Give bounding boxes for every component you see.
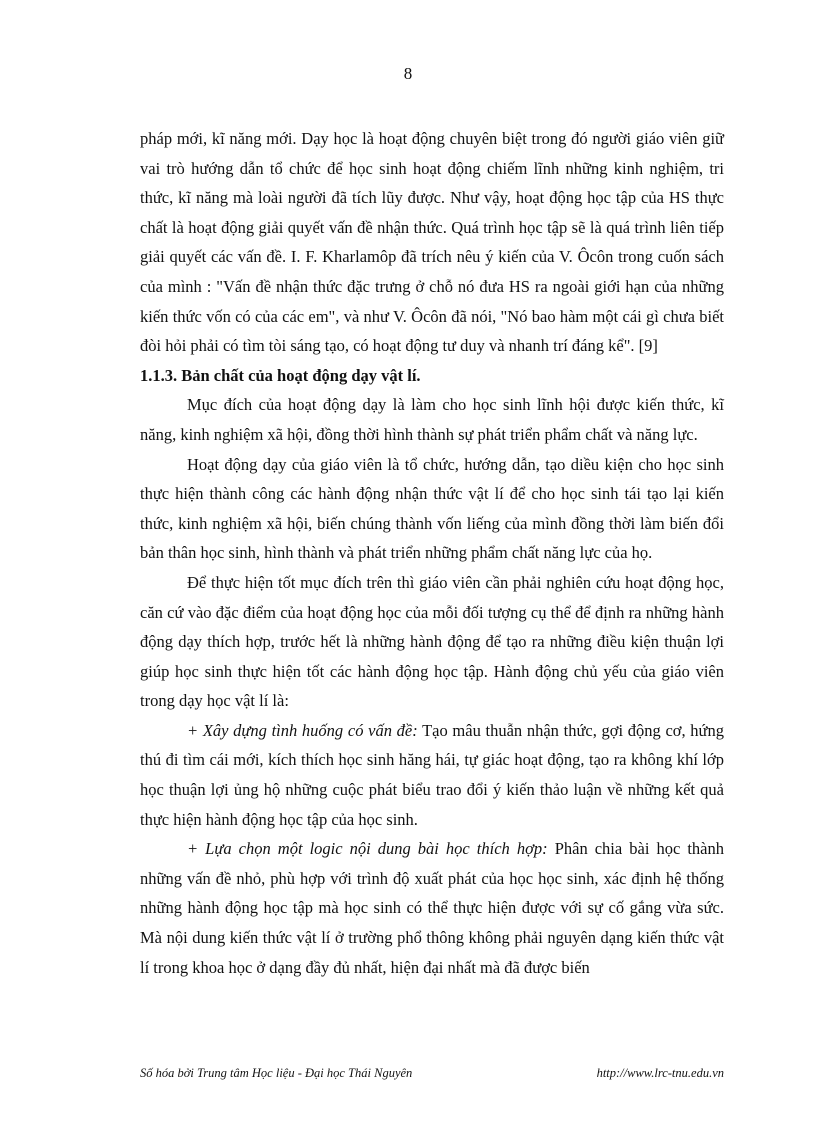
- paragraph-intro: pháp mới, kĩ năng mới. Dạy học là hoạt động chuyên biệt trong đó người giáo viên giữ vai trò hướng dẫn tổ chức để học sinh hoạt động chiếm lĩnh những kinh nghiệm, tri thức, kĩ năng mà loài người đã tích lũy được. Như vậy, hoạt động học tập của HS thực chất là hoạt động giải quyết vấn đề nhận thức. Quá trình học tập sẽ là quá trình liên tiếp giải quyết các vấn đề. I. F. Kharlamôp đã trích nêu ý kiến của V. Ôcôn trong cuốn sách của mình : "Vấn đề nhận thức đặc trưng ở chỗ nó đưa HS ra ngoài giới hạn của những kiến thức vốn có của các em", và như V. Ôcôn đã nói, "Nó bao hàm một cái gì chưa biết đòi hỏi phải có tìm tòi sáng tạo, có hoạt động tư duy và nhanh trí đáng kể". [9]: [140, 129, 724, 356]
- paragraph-purpose: Mục đích của hoạt động dạy là làm cho học sinh lĩnh hội được kiến thức, kĩ năng, kinh nghiệm xã hội, đồng thời hình thành sự phát triển phẩm chất và năng lực.: [140, 395, 724, 444]
- footer-source: Số hóa bởi Trung tâm Học liệu - Đại học Thái Nguyên: [140, 1066, 413, 1080]
- content-logic-label: + Lựa chọn một logic nội dung bài học thích hợp:: [187, 839, 548, 859]
- paragraph-teacher-actions: Để thực hiện tốt mục đích trên thì giáo viên cần phải nghiên cứu hoạt động học, căn cứ vào đặc điểm của hoạt động học của mỗi đối tượng cụ thể để định ra những hành động dạy thích hợp, trước hết là những hành động để tạo ra những điều kiện thuận lợi giúp học sinh thực hiện tốt các hành động học tập. Hành động chủ yếu của giáo viên trong dạy học vật lí là:: [140, 572, 724, 711]
- problem-situation-label: + Xây dựng tình huống có vấn đề:: [187, 720, 418, 740]
- page-footer: [140, 1066, 724, 1081]
- paragraph-content-logic: [140, 834, 724, 982]
- document-body: [140, 124, 724, 982]
- page-number: 8: [403, 64, 413, 83]
- footer-url: http://www.lrc-tnu.edu.vn: [596, 1066, 724, 1080]
- problem-situation-text: Tạo mâu thuẫn nhận thức, gợi động cơ, hứng thú đi tìm cái mới, kích thích học sinh hăng hái, tự giác hoạt động, tạo ra không khí lớp học thuận lợi ủng hộ những cuộc phát biểu trao đổi ý kiến thảo luận về những kết quả thực hiện hành động học tập của học sinh.: [140, 720, 724, 829]
- section-heading: 1.1.3. Bản chất của hoạt động dạy vật lí.: [140, 365, 421, 385]
- paragraph-teaching-activity: Hoạt động dạy của giáo viên là tổ chức, hướng dẫn, tạo diều kiện cho học sinh thực hiện thành công các hành động nhận thức vật lí để cho học sinh tái tạo lại kiến thức, kinh nghiệm xã hội, biến chúng thành vốn liếng của mình đồng thời làm biến đổi bản thân học sinh, hình thành và phát triển những phẩm chất năng lực của họ.: [140, 454, 724, 563]
- paragraph-problem-situation: [140, 716, 724, 834]
- content-logic-text: Phân chia bài học thành những vấn đề nhỏ, phù hợp với trình độ xuất phát của học học sinh, xác định hệ thống những hành động học tập mà học sinh có thể thực hiện được với sự cố gắng vừa sức. Mà nội dung kiến thức vật lí ở trường phổ thông không phải nguyên dạng kiến thức vật lí trong khoa học ở dạng đầy đủ nhất, hiện đại nhất mà đã được biến: [140, 839, 724, 977]
